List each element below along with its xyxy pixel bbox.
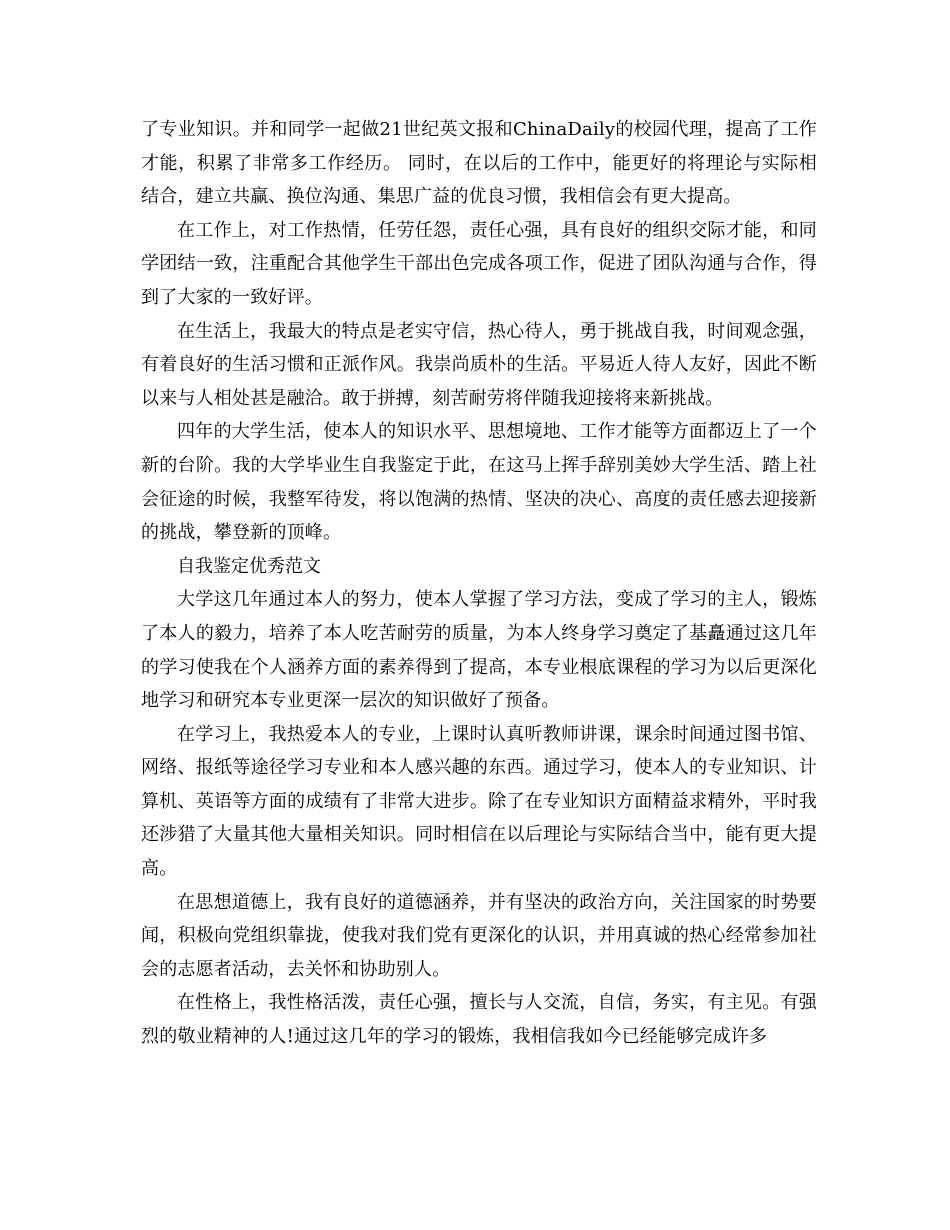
paragraph-continuation: 了专业知识。并和同学一起做21世纪英文报和ChinaDaily的校园代理，提高了工作才能，积累了非常多工作经历。 同时，在以后的工作中，能更好的将理论与实际相结合，建立共赢、换位沟通、集思广益的优良习惯，我相信会有更大提高。: [141, 119, 817, 208]
paragraph-personality: 在性格上，我性格活泼，责任心强，擅长与人交流，自信，务实，有主见。有强烈的敬业精神的人!通过这几年的学习的锻炼，我相信我如今已经能够完成许多: [141, 992, 817, 1048]
section-heading: 自我鉴定优秀范文: [177, 555, 321, 577]
document-body: [141, 113, 817, 1054]
paragraph-work: 在工作上，对工作热情，任劳任怨，责任心强，具有良好的组织交际才能，和同学团结一致，注重配合其他学生干部出色完成各项工作，促进了团队沟通与合作，得到了大家的一致好评。: [141, 219, 817, 308]
paragraph-study: 在学习上，我热爱本人的专业，上课时认真听教师讲课，课余时间通过图书馆、网络、报纸等途径学习专业和本人感兴趣的东西。通过学习，使本人的专业知识、计算机、英语等方面的成绩有了非常大进步。除了在专业知识方面精益求精外，平时我还涉猎了大量其他大量相关知识。同时相信在以后理论与实际结合当中，能有更大提高。: [141, 723, 817, 880]
paragraph-summary: 四年的大学生活，使本人的知识水平、思想境地、工作才能等方面都迈上了一个新的台阶。我的大学毕业生自我鉴定于此，在这马上挥手辞别美妙大学生活、踏上社会征途的时候，我整军待发，将以饱满的热情、坚决的决心、高度的责任感去迎接新的挑战，攀登新的顶峰。: [141, 421, 817, 544]
paragraph-study-overview: 大学这几年通过本人的努力，使本人掌握了学习方法，变成了学习的主人，锻炼了本人的毅力，培养了本人吃苦耐劳的质量，为本人终身学习奠定了基矗通过这几年的学习使我在个人涵养方面的素养得到了提高，本专业根底课程的学习为以后更深化地学习和研究本专业更深一层次的知识做好了预备。: [141, 589, 817, 712]
paragraph-life: 在生活上，我最大的特点是老实守信，热心待人，勇于挑战自我，时间观念强，有着良好的生活习惯和正派作风。我崇尚质朴的生活。平易近人待人友好，因此不断以来与人相处甚是融洽。敢于拼搏，刻苦耐劳将伴随我迎接将来新挑战。: [141, 320, 817, 409]
paragraph-morality: 在思想道德上，我有良好的道德涵养，并有坚决的政治方向，关注国家的时势要闻，积极向党组织靠拢，使我对我们党有更深化的认识，并用真诚的热心经常参加社会的志愿者活动，去关怀和协助别人。: [141, 891, 817, 980]
